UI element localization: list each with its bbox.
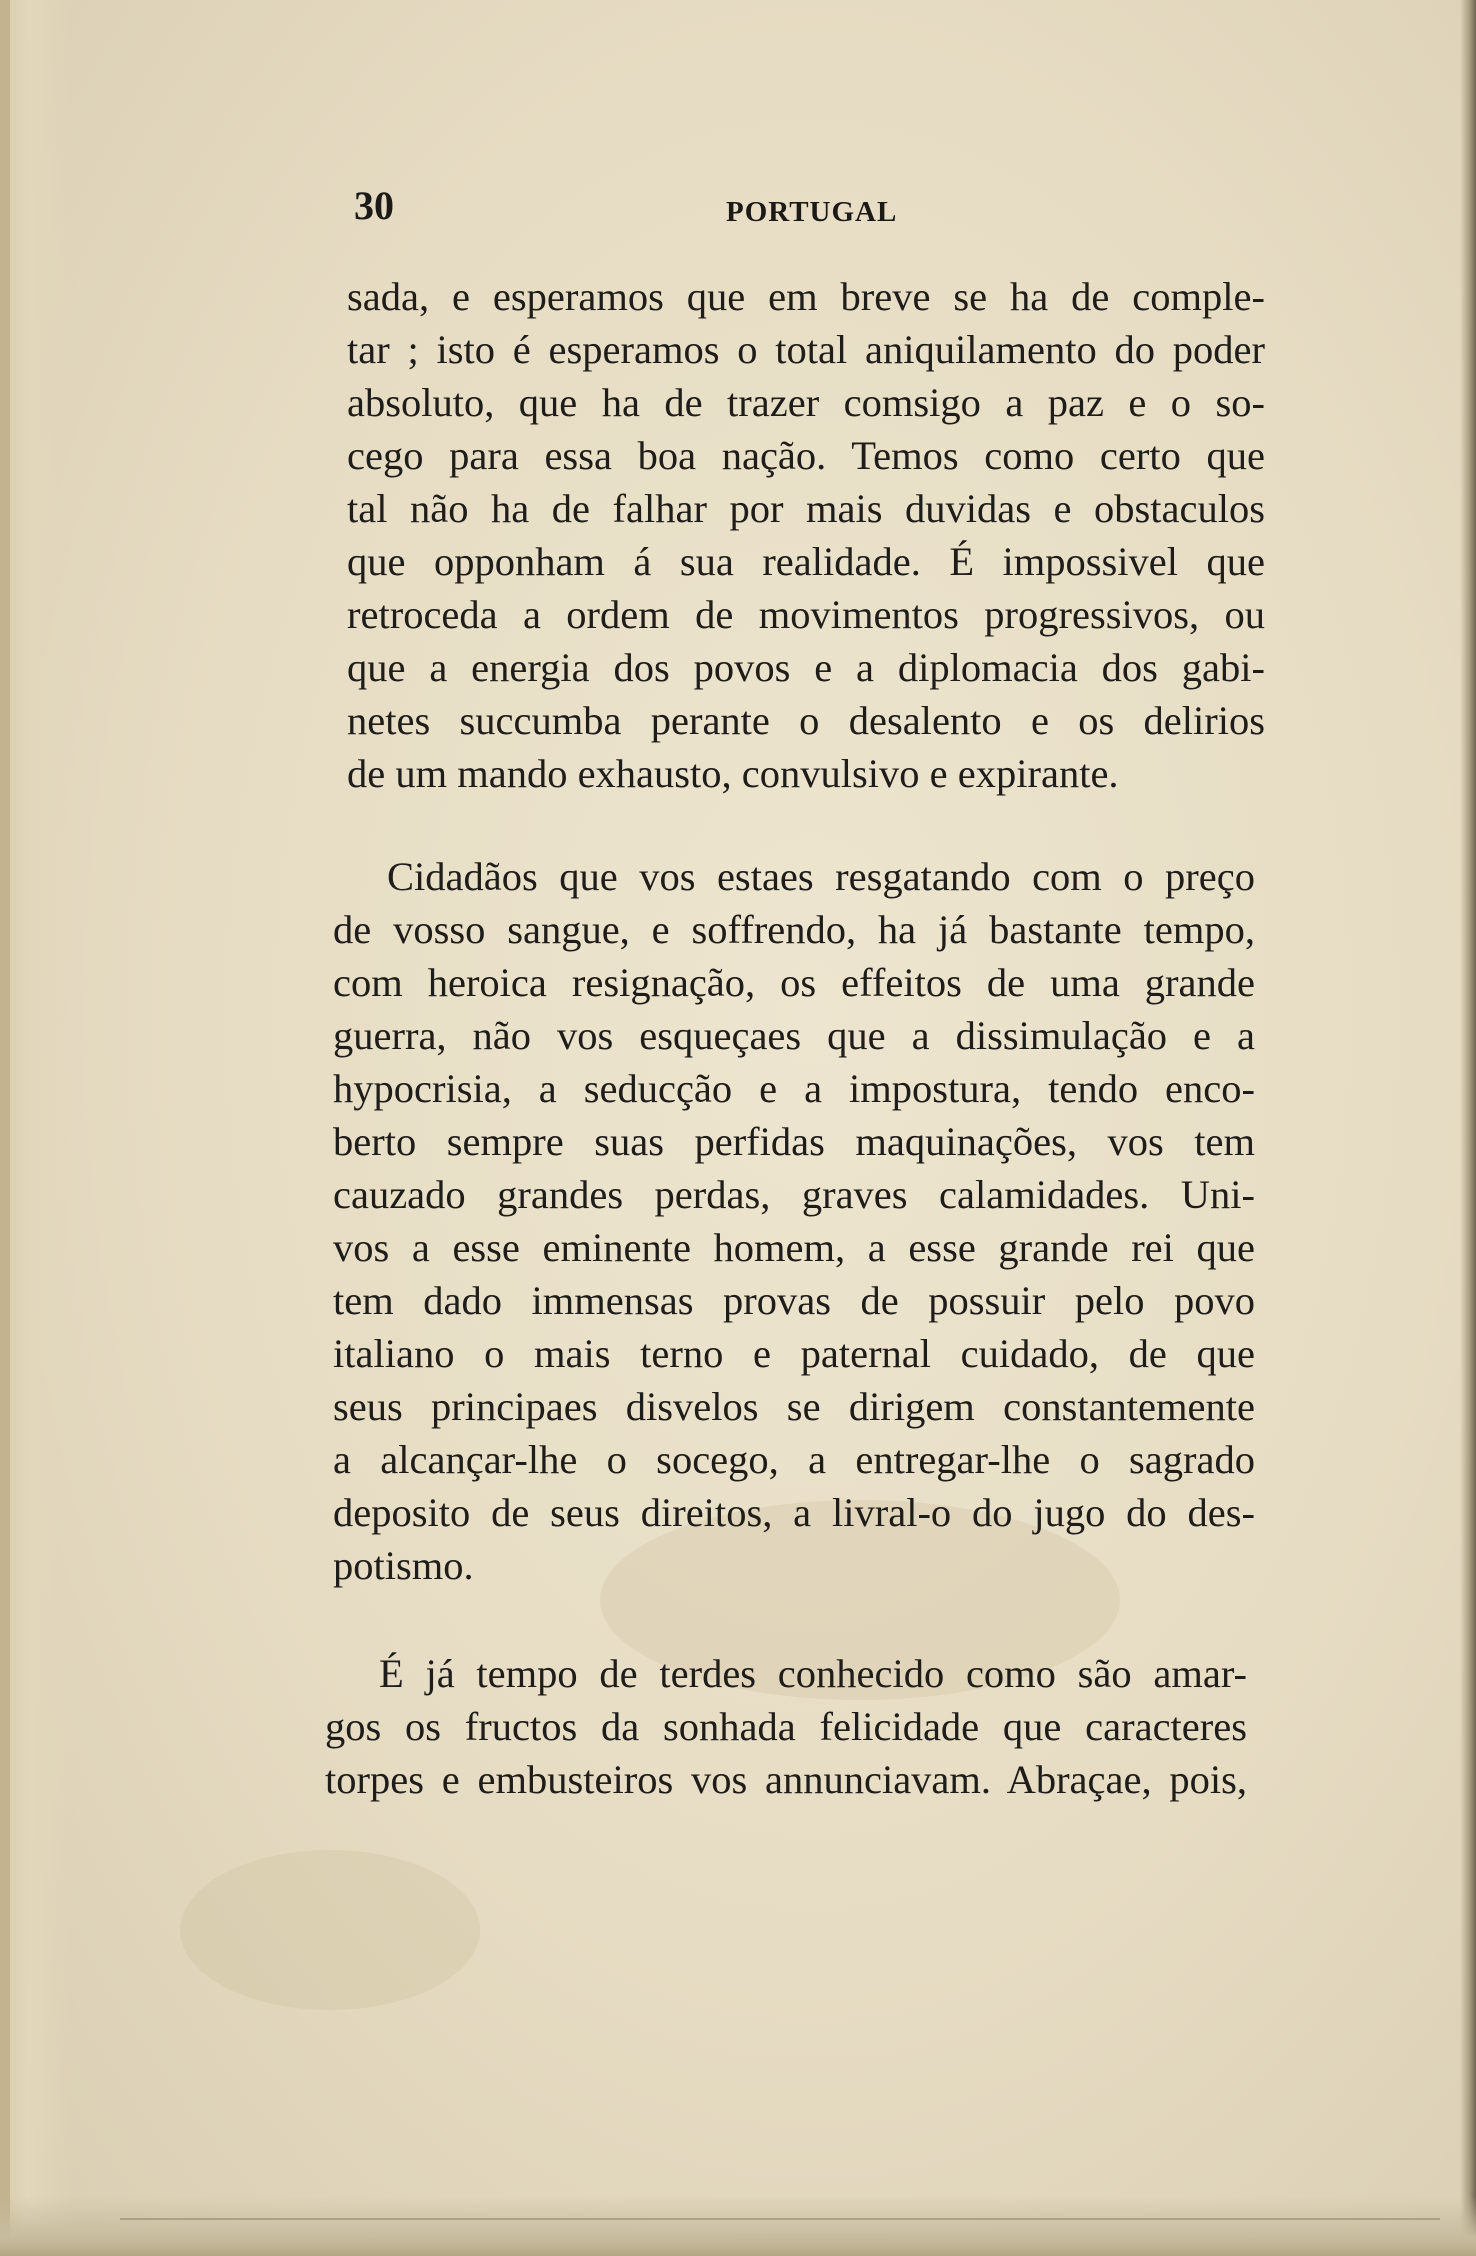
text-line: sada, e esperamos que em breve se ha de comple-: [347, 274, 1265, 319]
paragraph: [347, 270, 1265, 800]
text-line: de vosso sangue, e soffrendo, ha já bastante tempo,: [333, 907, 1255, 952]
text-line: gos os fructos da sonhada felicidade que caracteres: [325, 1704, 1247, 1749]
text-line: retroceda a ordem de movimentos progressivos, ou: [347, 592, 1265, 637]
text-line: É já tempo de terdes conhecido como são amar-: [379, 1651, 1247, 1696]
text-line: que a energia dos povos e a diplomacia dos gabi-: [347, 645, 1265, 690]
page-bottom-edge: [0, 2196, 1476, 2256]
page-number: 30: [354, 183, 394, 228]
running-head: PORTUGAL: [726, 196, 898, 228]
paragraph: [333, 850, 1255, 1592]
paragraph: [325, 1647, 1247, 1806]
text-line: com heroica resignação, os effeitos de uma grande: [333, 960, 1255, 1005]
text-line: potismo.: [333, 1543, 474, 1588]
text-line: seus principaes disvelos se dirigem constantemente: [333, 1384, 1255, 1429]
text-line: absoluto, que ha de trazer comsigo a paz e o so-: [347, 380, 1265, 425]
text-line: torpes e embusteiros vos annunciavam. Abraçae, pois,: [325, 1757, 1247, 1802]
text-line: Cidadãos que vos estaes resgatando com o preço: [387, 854, 1255, 899]
text-line: de um mando exhausto, convulsivo e expirante.: [347, 751, 1119, 796]
page-binding-edge: [0, 0, 70, 2256]
page-header: [354, 182, 1254, 242]
text-line: deposito de seus direitos, a livral-o do jugo do des-: [333, 1490, 1255, 1535]
page-binding-shadow: [0, 0, 10, 2256]
text-line: a alcançar-lhe o socego, a entregar-lhe o sagrado: [333, 1437, 1255, 1482]
text-line: netes succumba perante o desalento e os delirios: [347, 698, 1265, 743]
text-line: berto sempre suas perfidas maquinações, vos tem: [333, 1119, 1255, 1164]
text-line: hypocrisia, a seducção e a impostura, tendo enco-: [333, 1066, 1255, 1111]
text-line: tar ; isto é esperamos o total aniquilamento do poder: [347, 327, 1265, 372]
text-line: que opponham á sua realidade. É impossivel que: [347, 539, 1265, 584]
text-line: cego para essa boa nação. Temos como certo que: [347, 433, 1265, 478]
page-right-edge: [1460, 0, 1476, 2256]
text-line: vos a esse eminente homem, a esse grande rei que: [333, 1225, 1255, 1270]
text-line: italiano o mais terno e paternal cuidado, de que: [333, 1331, 1255, 1376]
text-line: guerra, não vos esqueçaes que a dissimulação e a: [333, 1013, 1255, 1058]
text-line: tem dado immensas provas de possuir pelo povo: [333, 1278, 1255, 1323]
paper-stain: [180, 1850, 480, 2010]
text-line: cauzado grandes perdas, graves calamidades. Uni-: [333, 1172, 1255, 1217]
page-bottom-crease: [120, 2218, 1440, 2220]
text-line: tal não ha de falhar por mais duvidas e obstaculos: [347, 486, 1265, 531]
